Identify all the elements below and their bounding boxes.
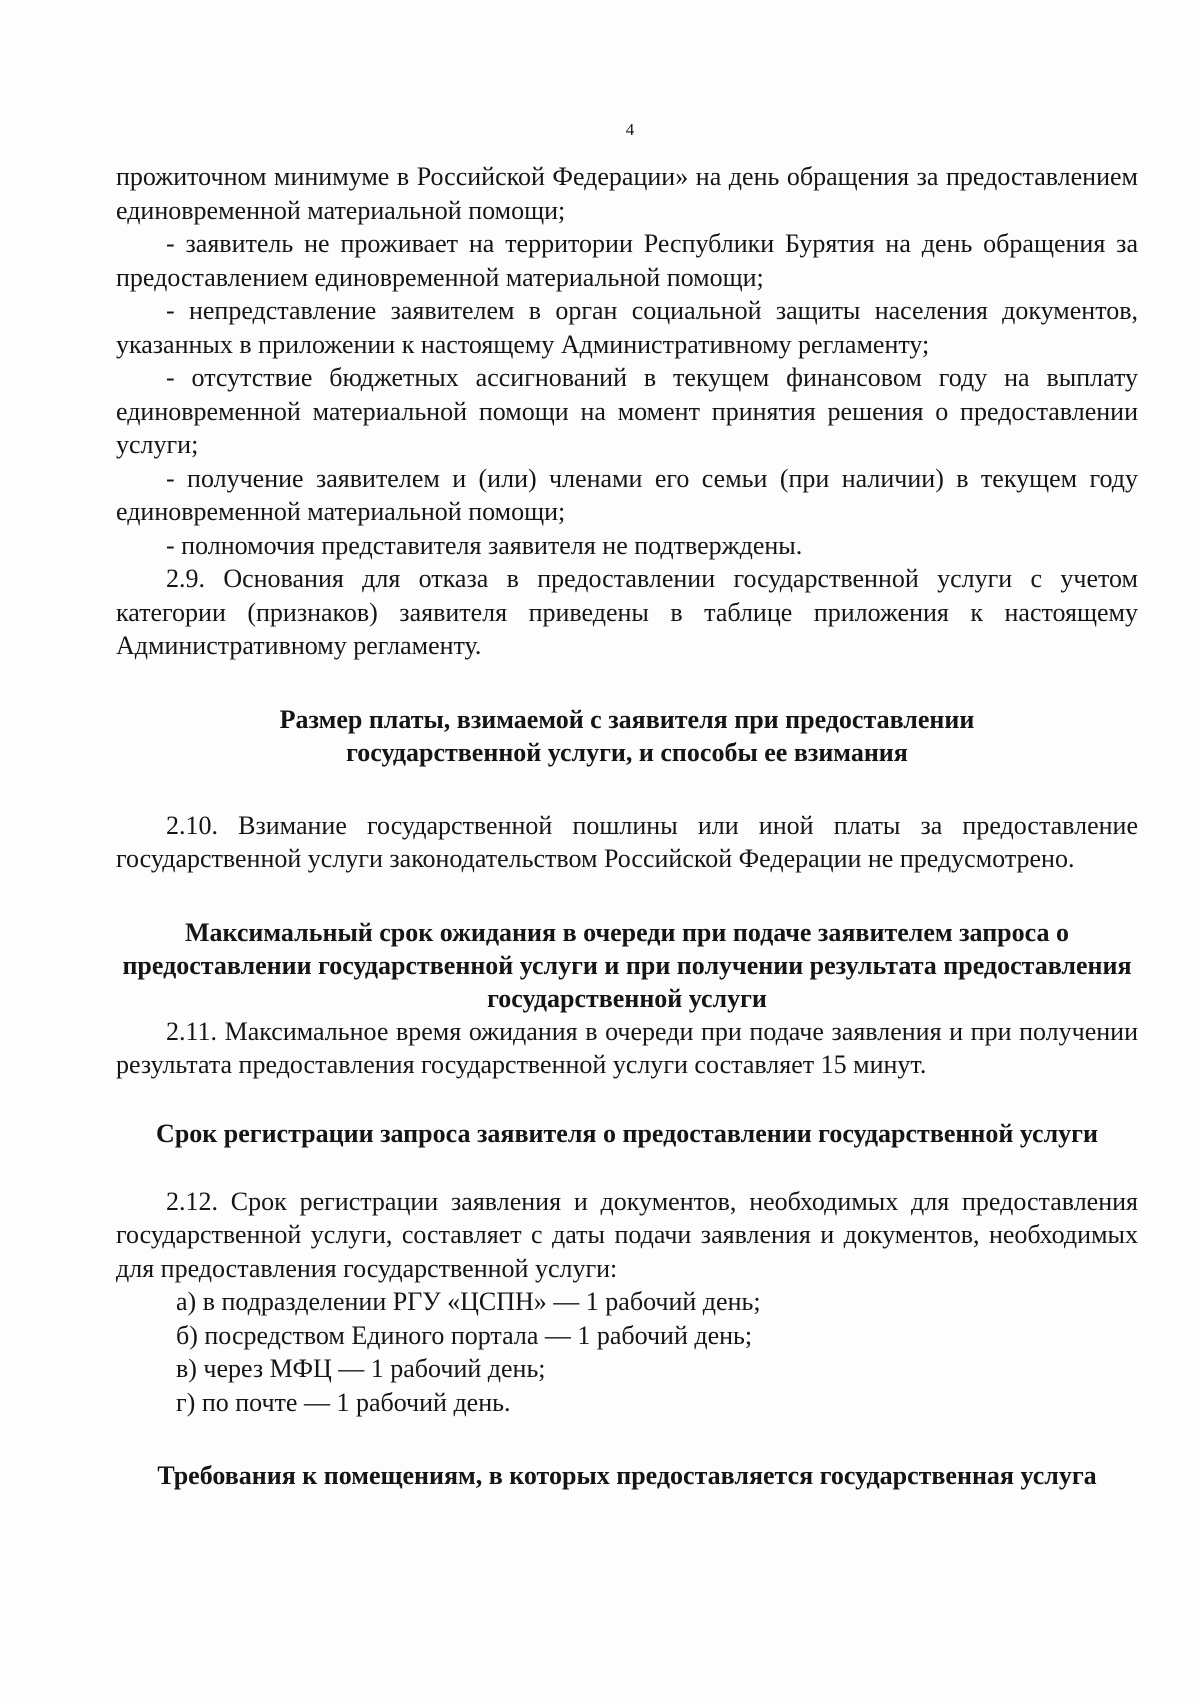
paragraph-2-12: 2.12. Срок регистрации заявления и документов, необходимых для предоставления государственной услуги, составляет с даты подачи заявления и документов, необходимых для предоставления государственной услуги: [116, 1186, 1138, 1283]
refusal-ground-authority: - полномочия представителя заявителя не подтверждены. [166, 530, 803, 560]
paragraph-2-11: 2.11. Максимальное время ожидания в очереди при подаче заявления и при получении результата предоставления государственной услуги составляет 15 минут. [116, 1016, 1138, 1079]
page-number: 4 [625, 120, 635, 139]
document-body [116, 160, 1138, 1492]
refusal-ground-budget: - отсутствие бюджетных ассигнований в текущем финансовом году на выплату единовременной материальной помощи на момент принятия решения о предоставлении услуги; [116, 363, 1138, 459]
refusal-ground-received: - получение заявителем и (или) членами его семьи (при наличии) в текущем году единовременной материальной помощи; [116, 463, 1138, 526]
section-heading-registration: Срок регистрации запроса заявителя о предоставлении государственной услуги [156, 1118, 1098, 1148]
section-heading-fee: Размер платы, взимаемой с заявителя при предоставлении государственной услуги, и способы ее взимания [279, 704, 975, 767]
refusal-ground-documents: - непредставление заявителем в орган социальной защиты населения документов, указанных в приложении к настоящему Административному регламенту; [116, 296, 1138, 359]
list-item: б) посредством Единого портала — 1 рабочий день; [176, 1320, 753, 1350]
list-item: г) по почте — 1 рабочий день. [176, 1387, 511, 1417]
list-item: в) через МФЦ — 1 рабочий день; [176, 1354, 546, 1383]
list-item: а) в подразделении РГУ «ЦСПН» — 1 рабочий день; [176, 1287, 761, 1316]
section-heading-waiting-time: Максимальный срок ожидания в очереди при подаче заявителем запроса о предоставлении государственной услуги и при получении результата предоставления государственной услуги [122, 917, 1132, 1013]
paragraph-continuation: прожиточном минимуме в Российской Федерации» на день обращения за предоставлением единовременной материальной помощи; [116, 162, 1138, 225]
paragraph-2-9: 2.9. Основания для отказа в предоставлении государственной услуги с учетом категории (признаков) заявителя приведены в таблице приложения к настоящему Административному регламенту. [116, 564, 1138, 660]
paragraph-2-10: 2.10. Взимание государственной пошлины или иной платы за предоставление государственной услуги законодательством Российской Федерации не предусмотрено. [116, 810, 1138, 873]
refusal-ground-residence: - заявитель не проживает на территории Республики Бурятия на день обращения за предоставлением единовременной материальной помощи; [116, 229, 1138, 292]
section-heading-premises: Требования к помещениям, в которых предоставляется государственная услуга [157, 1461, 1097, 1490]
